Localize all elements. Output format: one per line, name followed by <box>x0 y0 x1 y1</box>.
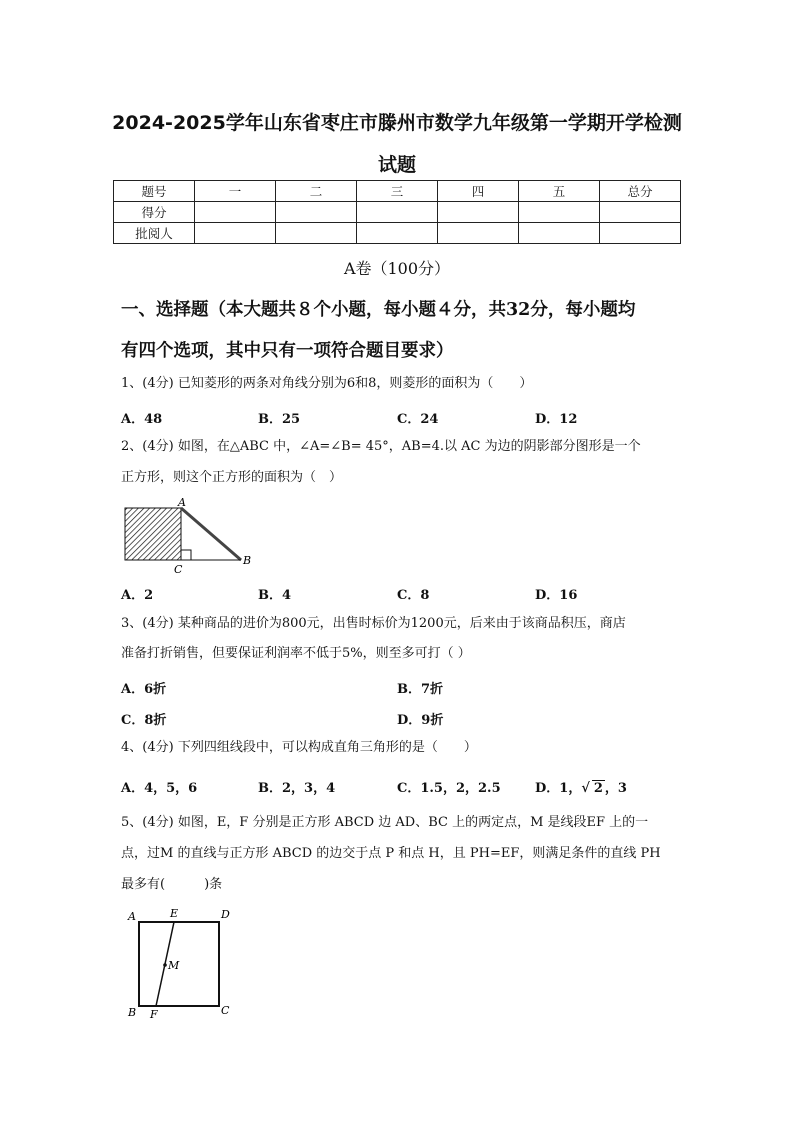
score-table-header-cell: 三 <box>357 181 438 202</box>
score-table-header-cell: 四 <box>438 181 519 202</box>
score-table-score-row <box>114 202 681 223</box>
label-b: B <box>243 554 252 567</box>
reviewer-cell[interactable] <box>357 223 438 244</box>
score-cell[interactable] <box>195 202 276 223</box>
score-table-header-cell: 一 <box>195 181 276 202</box>
score-cell[interactable] <box>438 202 519 223</box>
reviewer-cell[interactable] <box>600 223 681 244</box>
label-b: B <box>128 1006 137 1019</box>
question-3-stem-line-1: 3、(4分) 某种商品的进价为800元，出售时标价为1200元，后来由于该商品积压，商店 <box>121 616 626 631</box>
q3-option-b[interactable]: B．7折 <box>397 682 444 697</box>
point-m <box>163 963 167 967</box>
score-table <box>113 180 681 244</box>
reviewer-cell[interactable] <box>195 223 276 244</box>
score-table-header-cell: 总分 <box>600 181 681 202</box>
q1-option-c[interactable]: C．24 <box>397 412 439 427</box>
q4-option-c[interactable]: C．1.5，2，2.5 <box>397 781 501 796</box>
score-cell[interactable] <box>276 202 357 223</box>
label-e: E <box>170 907 179 920</box>
q2-option-a[interactable]: A．2 <box>121 588 154 603</box>
section-a-title: A卷（100分） <box>343 259 451 278</box>
q1-option-b[interactable]: B．25 <box>258 412 301 427</box>
segment-ab <box>181 508 241 560</box>
part1-heading-line-1: 一、选择题（本大题共８个小题，每小题４分，共32分，每小题均 <box>121 300 636 320</box>
q3-option-a[interactable]: A．6折 <box>121 682 167 697</box>
score-cell[interactable] <box>519 202 600 223</box>
shaded-square <box>125 508 181 560</box>
q4-option-d-prefix: D．1， <box>535 781 582 796</box>
reviewer-row-label: 批阅人 <box>114 223 195 244</box>
score-row-label: 得分 <box>114 202 195 223</box>
question-2-stem-line-1: 2、(4分) 如图，在△ABC 中，∠A=∠B= 45°，AB=4.以 AC 为边的阴影部分图形是一个 <box>121 439 641 454</box>
question-4-stem: 4、(4分) 下列四组线段中，可以构成直角三角形的是（ ） <box>121 740 477 755</box>
label-d: D <box>221 908 230 921</box>
q4-option-d-tail: ，3 <box>604 781 627 796</box>
label-f: F <box>150 1008 158 1021</box>
title-line-1: 2024-2025学年山东省枣庄市滕州市数学九年级第一学期开学检测 <box>112 112 682 134</box>
label-a: A <box>128 910 136 923</box>
score-table-header-cell: 题号 <box>114 181 195 202</box>
q4-option-d[interactable] <box>535 777 627 796</box>
q2-option-c[interactable]: C．8 <box>397 588 430 603</box>
sqrt-symbol: √ <box>581 781 590 796</box>
label-m: M <box>168 959 180 972</box>
label-a: A <box>178 496 186 509</box>
q4-option-b[interactable]: B．2，3，4 <box>258 781 336 796</box>
score-table-reviewer-row <box>114 223 681 244</box>
reviewer-cell[interactable] <box>438 223 519 244</box>
part1-heading-line-2: 有四个选项，其中只有一项符合题目要求） <box>121 341 454 361</box>
q3-option-c[interactable]: C．8折 <box>121 713 167 728</box>
q1-option-d[interactable]: D．12 <box>535 412 578 427</box>
right-angle-mark <box>181 550 191 560</box>
score-cell[interactable] <box>600 202 681 223</box>
score-table-header-cell: 五 <box>519 181 600 202</box>
question-5-stem-line-2: 点，过M 的直线与正方形 ABCD 的边交于点 P 和点 H，且 PH=EF，则满足条件的直线 PH <box>121 846 661 861</box>
q3-option-d[interactable]: D．9折 <box>397 713 444 728</box>
q2-option-b[interactable]: B．4 <box>258 588 292 603</box>
question-5-stem-line-3: 最多有( )条 <box>121 877 223 892</box>
q2-option-d[interactable]: D．16 <box>535 588 578 603</box>
q4-option-a[interactable]: A．4，5，6 <box>121 781 198 796</box>
question-2-stem-line-2: 正方形，则这个正方形的面积为（ ） <box>121 470 343 485</box>
score-cell[interactable] <box>357 202 438 223</box>
question-2-figure <box>118 494 268 576</box>
question-5-figure <box>124 904 244 1024</box>
question-1-stem: 1、(4分) 已知菱形的两条对角线分别为6和8，则菱形的面积为（ ） <box>121 376 533 391</box>
reviewer-cell[interactable] <box>276 223 357 244</box>
title-line-2: 试题 <box>377 154 416 176</box>
question-5-stem-line-1: 5、(4分) 如图，E，F 分别是正方形 ABCD 边 AD、BC 上的两定点，M 是线段EF 上的一 <box>121 815 649 830</box>
score-table-header-row <box>114 181 681 202</box>
label-c: C <box>174 563 183 576</box>
score-table-header-cell: 二 <box>276 181 357 202</box>
label-c: C <box>221 1004 230 1017</box>
sqrt-radicand: 2 <box>593 781 603 796</box>
reviewer-cell[interactable] <box>519 223 600 244</box>
question-3-stem-line-2: 准备打折销售，但要保证利润率不低于5%，则至多可打（ ） <box>121 646 471 661</box>
q1-option-a[interactable]: A．48 <box>121 412 163 427</box>
